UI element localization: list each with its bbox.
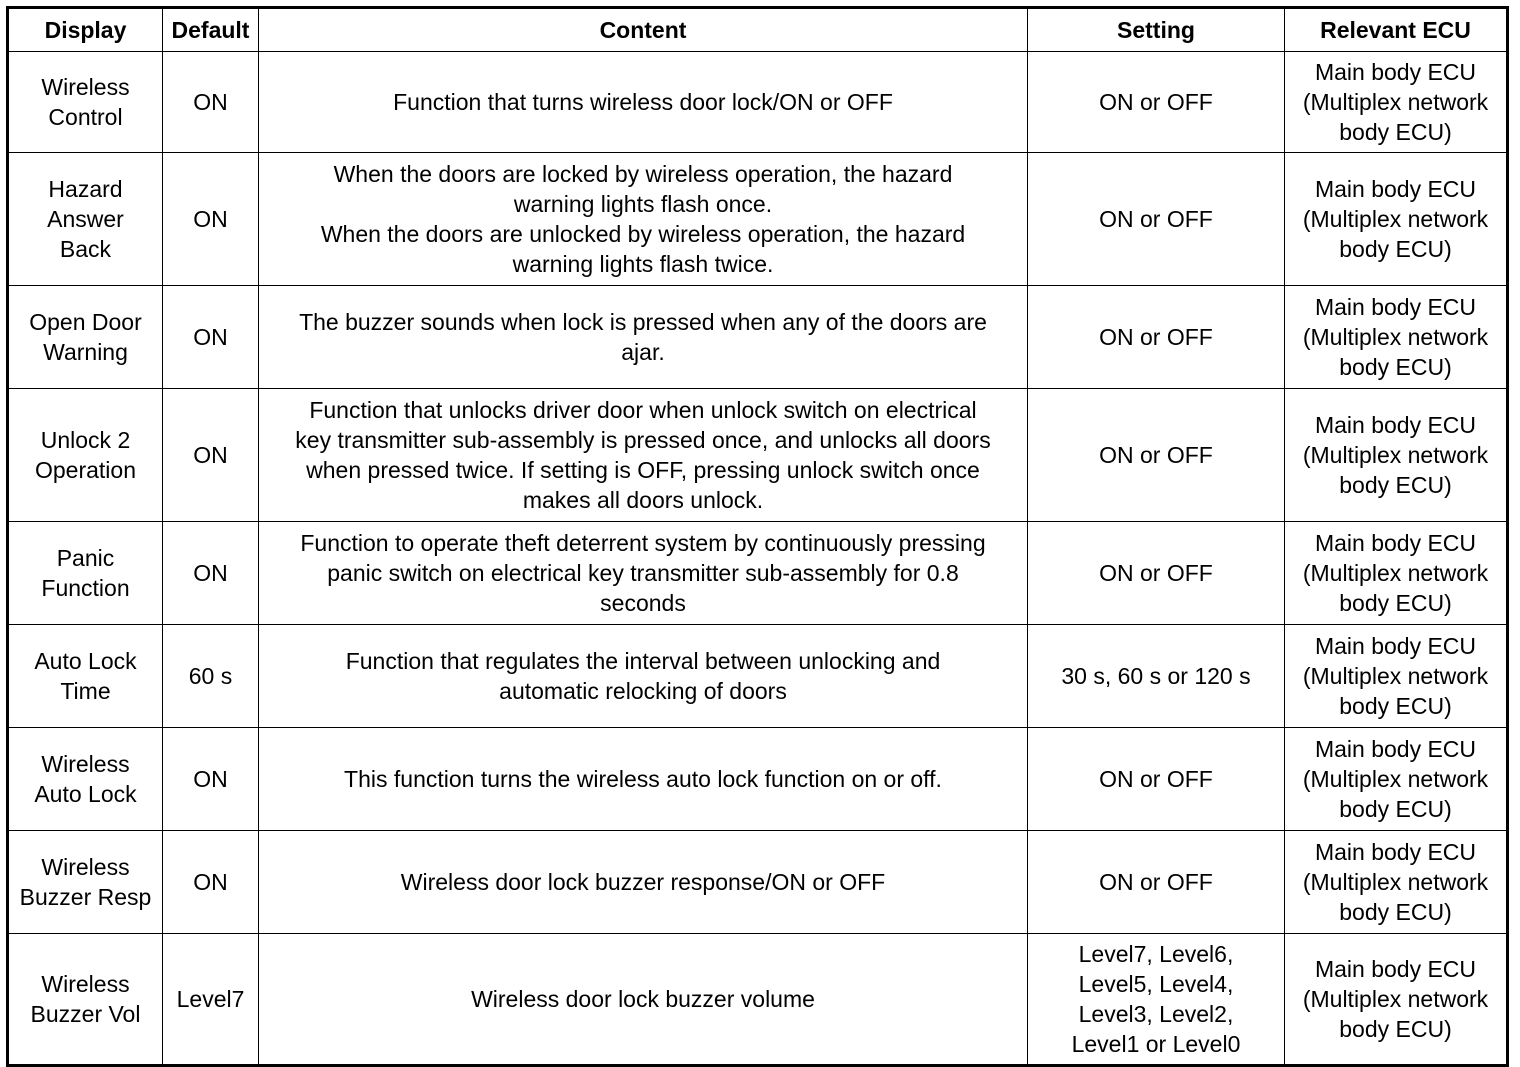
table-row	[8, 728, 1508, 831]
table-row	[8, 934, 1508, 1066]
table-row	[8, 389, 1508, 522]
cell-display: Wireless Auto Lock	[8, 728, 163, 831]
cell-display: Unlock 2 Operation	[8, 389, 163, 522]
cell-content: Function that regulates the interval between unlocking and automatic relocking of doors	[259, 625, 1028, 728]
cell-setting: ON or OFF	[1028, 52, 1285, 153]
cell-default: ON	[163, 52, 259, 153]
cell-relevant-ecu: Main body ECU (Multiplex network body ECU)	[1285, 52, 1508, 153]
table-row	[8, 831, 1508, 934]
table-body	[8, 52, 1508, 1066]
cell-setting: 30 s, 60 s or 120 s	[1028, 625, 1285, 728]
table-row	[8, 52, 1508, 153]
header-row	[8, 8, 1508, 52]
cell-content: Function to operate theft deterrent system by continuously pressing panic switch on electrical key transmitter sub-assembly for 0.8 seconds	[259, 522, 1028, 625]
header-display: Display	[8, 8, 163, 52]
cell-content: Function that unlocks driver door when unlock switch on electrical key transmitter sub-assembly is pressed once, and unlocks all doors when pressed twice. If setting is OFF, pressing unlock switch once makes all doors unlock.	[259, 389, 1028, 522]
cell-relevant-ecu: Main body ECU (Multiplex network body ECU)	[1285, 389, 1508, 522]
cell-relevant-ecu: Main body ECU (Multiplex network body ECU)	[1285, 625, 1508, 728]
cell-content: Wireless door lock buzzer response/ON or OFF	[259, 831, 1028, 934]
cell-display: Wireless Buzzer Resp	[8, 831, 163, 934]
table-row	[8, 625, 1508, 728]
cell-relevant-ecu: Main body ECU (Multiplex network body ECU)	[1285, 934, 1508, 1066]
cell-display: Hazard Answer Back	[8, 153, 163, 286]
cell-content: Function that turns wireless door lock/ON or OFF	[259, 52, 1028, 153]
cell-setting: ON or OFF	[1028, 728, 1285, 831]
cell-default: ON	[163, 153, 259, 286]
cell-setting: ON or OFF	[1028, 153, 1285, 286]
cell-content: This function turns the wireless auto lock function on or off.	[259, 728, 1028, 831]
cell-default: ON	[163, 389, 259, 522]
cell-display: Open Door Warning	[8, 286, 163, 389]
cell-relevant-ecu: Main body ECU (Multiplex network body ECU)	[1285, 522, 1508, 625]
header-default: Default	[163, 8, 259, 52]
cell-relevant-ecu: Main body ECU (Multiplex network body ECU)	[1285, 831, 1508, 934]
cell-content: When the doors are locked by wireless operation, the hazard warning lights flash once. When the doors are unlocked by wireless operation, the hazard warning lights flash twice.	[259, 153, 1028, 286]
cell-display: Wireless Control	[8, 52, 163, 153]
cell-relevant-ecu: Main body ECU (Multiplex network body ECU)	[1285, 286, 1508, 389]
cell-content: Wireless door lock buzzer volume	[259, 934, 1028, 1066]
cell-display: Panic Function	[8, 522, 163, 625]
cell-default: ON	[163, 728, 259, 831]
cell-default: ON	[163, 522, 259, 625]
cell-content: The buzzer sounds when lock is pressed when any of the doors are ajar.	[259, 286, 1028, 389]
cell-default: ON	[163, 831, 259, 934]
cell-setting: ON or OFF	[1028, 522, 1285, 625]
table-header	[8, 8, 1508, 52]
table-row	[8, 286, 1508, 389]
cell-default: Level7	[163, 934, 259, 1066]
cell-relevant-ecu: Main body ECU (Multiplex network body ECU)	[1285, 153, 1508, 286]
cell-display: Auto Lock Time	[8, 625, 163, 728]
cell-default: 60 s	[163, 625, 259, 728]
customization-table	[6, 6, 1509, 1067]
cell-setting: ON or OFF	[1028, 286, 1285, 389]
table-row	[8, 153, 1508, 286]
cell-default: ON	[163, 286, 259, 389]
cell-setting: Level7, Level6, Level5, Level4, Level3, Level2, Level1 or Level0	[1028, 934, 1285, 1066]
cell-setting: ON or OFF	[1028, 831, 1285, 934]
cell-setting: ON or OFF	[1028, 389, 1285, 522]
header-relevant-ecu: Relevant ECU	[1285, 8, 1508, 52]
header-setting: Setting	[1028, 8, 1285, 52]
cell-relevant-ecu: Main body ECU (Multiplex network body ECU)	[1285, 728, 1508, 831]
header-content: Content	[259, 8, 1028, 52]
cell-display: Wireless Buzzer Vol	[8, 934, 163, 1066]
table-row	[8, 522, 1508, 625]
